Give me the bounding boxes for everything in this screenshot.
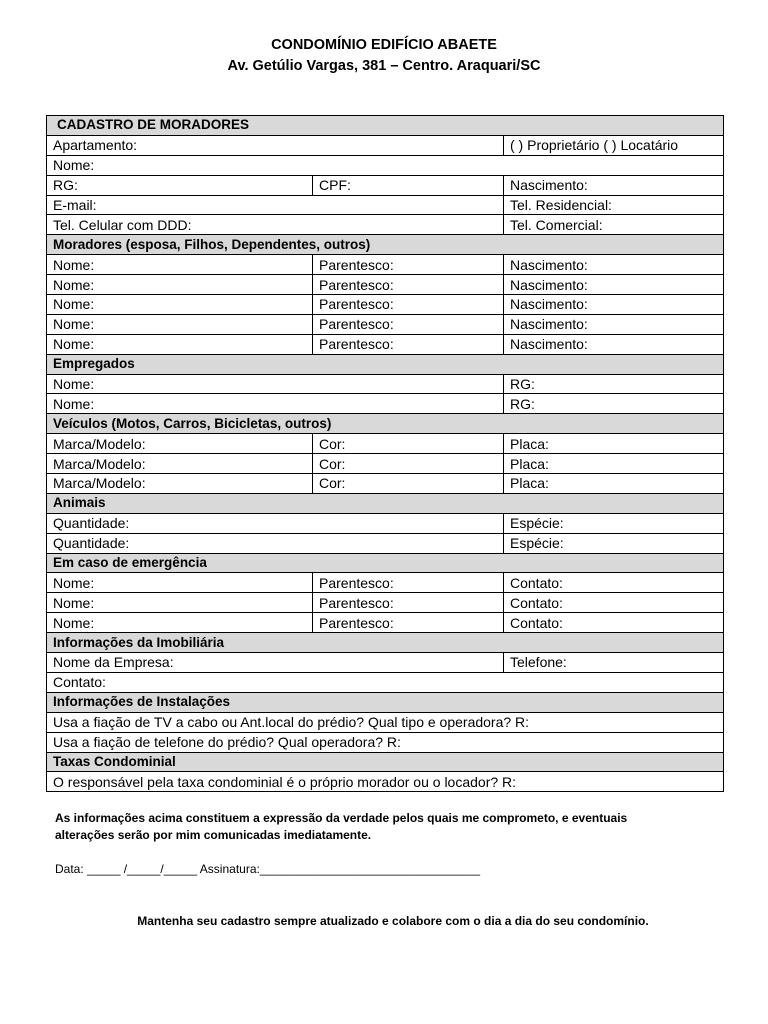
- animal-species-field[interactable]: Espécie:: [504, 513, 724, 533]
- tv-wiring-question[interactable]: Usa a fiação de TV a cabo ou Ant.local do prédio? Qual tipo e operadora? R:: [47, 712, 724, 732]
- employees-section-title: Empregados: [47, 354, 724, 374]
- resident-row: [47, 334, 724, 354]
- vehicle-model-field[interactable]: Marca/Modelo:: [47, 474, 313, 494]
- animals-section-title: Animais: [47, 493, 724, 513]
- condominium-address: Av. Getúlio Vargas, 381 – Centro. Araquari/SC: [227, 58, 541, 74]
- emergency-relation-field[interactable]: Parentesco:: [313, 573, 504, 593]
- residents-section: [47, 235, 724, 255]
- fee-question-row: [47, 772, 724, 792]
- email-field[interactable]: E-mail:: [47, 195, 504, 215]
- resident-row: [47, 295, 724, 315]
- employee-rg-field[interactable]: RG:: [504, 374, 724, 394]
- emergency-contact-field[interactable]: Contato:: [504, 573, 724, 593]
- resident-relation-field[interactable]: Parentesco:: [313, 334, 504, 354]
- resident-birthdate-field[interactable]: Nascimento:: [504, 314, 724, 334]
- fee-responsible-question[interactable]: O responsável pela taxa condominial é o próprio morador ou o locador? R:: [47, 772, 724, 792]
- resident-birthdate-field[interactable]: Nascimento:: [504, 295, 724, 315]
- emergency-name-field[interactable]: Nome:: [47, 573, 313, 593]
- company-contact-row: [47, 672, 724, 692]
- declaration-line-2: alterações serão por mim comunicadas imediatamente.: [55, 828, 372, 842]
- owner-renter-choice[interactable]: ( ) Proprietário ( ) Locatário: [504, 135, 724, 155]
- emergency-contact-field[interactable]: Contato:: [504, 613, 724, 633]
- home-phone-field[interactable]: Tel. Residencial:: [504, 195, 724, 215]
- declaration-line-1: As informações acima constituem a expressão da verdade pelos quais me comprometo, e eventuais: [55, 811, 628, 825]
- emergency-row: [47, 613, 724, 633]
- resident-name-field[interactable]: Nome:: [47, 295, 313, 315]
- animal-row: [47, 533, 724, 553]
- resident-name-field[interactable]: Nome:: [47, 275, 313, 295]
- condominium-title: CONDOMÍNIO EDIFÍCIO ABAETE: [271, 37, 497, 53]
- vehicle-plate-field[interactable]: Placa:: [504, 434, 724, 454]
- emergency-row: [47, 593, 724, 613]
- apartment-row: [47, 135, 724, 155]
- resident-row: [47, 314, 724, 334]
- phone-question-row: [47, 732, 724, 752]
- vehicle-color-field[interactable]: Cor:: [313, 454, 504, 474]
- phone-wiring-question[interactable]: Usa a fiação de telefone do prédio? Qual operadora? R:: [47, 732, 724, 752]
- company-name-field[interactable]: Nome da Empresa:: [47, 653, 504, 673]
- work-phone-field[interactable]: Tel. Comercial:: [504, 215, 724, 235]
- phone-row: [47, 215, 724, 235]
- employee-row: [47, 374, 724, 394]
- vehicle-row: [47, 454, 724, 474]
- registration-form-table: [46, 115, 724, 792]
- tv-question-row: [47, 712, 724, 732]
- vehicle-row: [47, 474, 724, 494]
- company-row: [47, 653, 724, 673]
- form-title: CADASTRO DE MORADORES: [47, 116, 724, 136]
- resident-relation-field[interactable]: Parentesco:: [313, 295, 504, 315]
- installations-section-title: Informações de Instalações: [47, 692, 724, 712]
- employee-rg-field[interactable]: RG:: [504, 394, 724, 414]
- animal-quantity-field[interactable]: Quantidade:: [47, 533, 504, 553]
- vehicle-plate-field[interactable]: Placa:: [504, 474, 724, 494]
- vehicles-section: [47, 414, 724, 434]
- resident-relation-field[interactable]: Parentesco:: [313, 255, 504, 275]
- real-estate-section-title: Informações da Imobiliária: [47, 633, 724, 653]
- resident-relation-field[interactable]: Parentesco:: [313, 314, 504, 334]
- company-phone-field[interactable]: Telefone:: [504, 653, 724, 673]
- vehicle-plate-field[interactable]: Placa:: [504, 454, 724, 474]
- emergency-relation-field[interactable]: Parentesco:: [313, 593, 504, 613]
- emergency-section: [47, 553, 724, 573]
- id-row: [47, 175, 724, 195]
- employee-name-field[interactable]: Nome:: [47, 374, 504, 394]
- residents-section-title: Moradores (esposa, Filhos, Dependentes, outros): [47, 235, 724, 255]
- emergency-name-field[interactable]: Nome:: [47, 613, 313, 633]
- animal-species-field[interactable]: Espécie:: [504, 533, 724, 553]
- animal-quantity-field[interactable]: Quantidade:: [47, 513, 504, 533]
- email-row: [47, 195, 724, 215]
- emergency-name-field[interactable]: Nome:: [47, 593, 313, 613]
- date-signature-line[interactable]: Data: _____ /_____/_____ Assinatura:_________________________________: [55, 862, 481, 876]
- company-contact-field[interactable]: Contato:: [47, 672, 724, 692]
- vehicle-color-field[interactable]: Cor:: [313, 434, 504, 454]
- resident-name-field[interactable]: Nome:: [47, 334, 313, 354]
- emergency-contact-field[interactable]: Contato:: [504, 593, 724, 613]
- resident-birthdate-field[interactable]: Nascimento:: [504, 255, 724, 275]
- employees-section: [47, 354, 724, 374]
- fees-section: [47, 752, 724, 772]
- animal-row: [47, 513, 724, 533]
- rg-field[interactable]: RG:: [47, 175, 313, 195]
- resident-row: [47, 255, 724, 275]
- cpf-field[interactable]: CPF:: [313, 175, 504, 195]
- resident-birthdate-field[interactable]: Nascimento:: [504, 275, 724, 295]
- apartment-field[interactable]: Apartamento:: [47, 135, 504, 155]
- footer-note: Mantenha seu cadastro sempre atualizado e colabore com o dia a dia do seu condomínio.: [137, 914, 649, 928]
- mobile-phone-field[interactable]: Tel. Celular com DDD:: [47, 215, 504, 235]
- resident-relation-field[interactable]: Parentesco:: [313, 275, 504, 295]
- emergency-row: [47, 573, 724, 593]
- birthdate-field[interactable]: Nascimento:: [504, 175, 724, 195]
- real-estate-section: [47, 633, 724, 653]
- form-title-row: [47, 116, 724, 136]
- vehicle-model-field[interactable]: Marca/Modelo:: [47, 434, 313, 454]
- vehicle-row: [47, 434, 724, 454]
- name-row: [47, 155, 724, 175]
- animals-section: [47, 493, 724, 513]
- vehicles-section-title: Veículos (Motos, Carros, Bicicletas, outros): [47, 414, 724, 434]
- resident-row: [47, 275, 724, 295]
- vehicle-model-field[interactable]: Marca/Modelo:: [47, 454, 313, 474]
- employee-name-field[interactable]: Nome:: [47, 394, 504, 414]
- installations-section: [47, 692, 724, 712]
- employee-row: [47, 394, 724, 414]
- vehicle-color-field[interactable]: Cor:: [313, 474, 504, 494]
- emergency-relation-field[interactable]: Parentesco:: [313, 613, 504, 633]
- resident-name-field[interactable]: Nome:: [47, 255, 313, 275]
- resident-name-field[interactable]: Nome:: [47, 314, 313, 334]
- name-field[interactable]: Nome:: [47, 155, 724, 175]
- resident-birthdate-field[interactable]: Nascimento:: [504, 334, 724, 354]
- emergency-section-title: Em caso de emergência: [47, 553, 724, 573]
- fees-section-title: Taxas Condominial: [47, 752, 724, 772]
